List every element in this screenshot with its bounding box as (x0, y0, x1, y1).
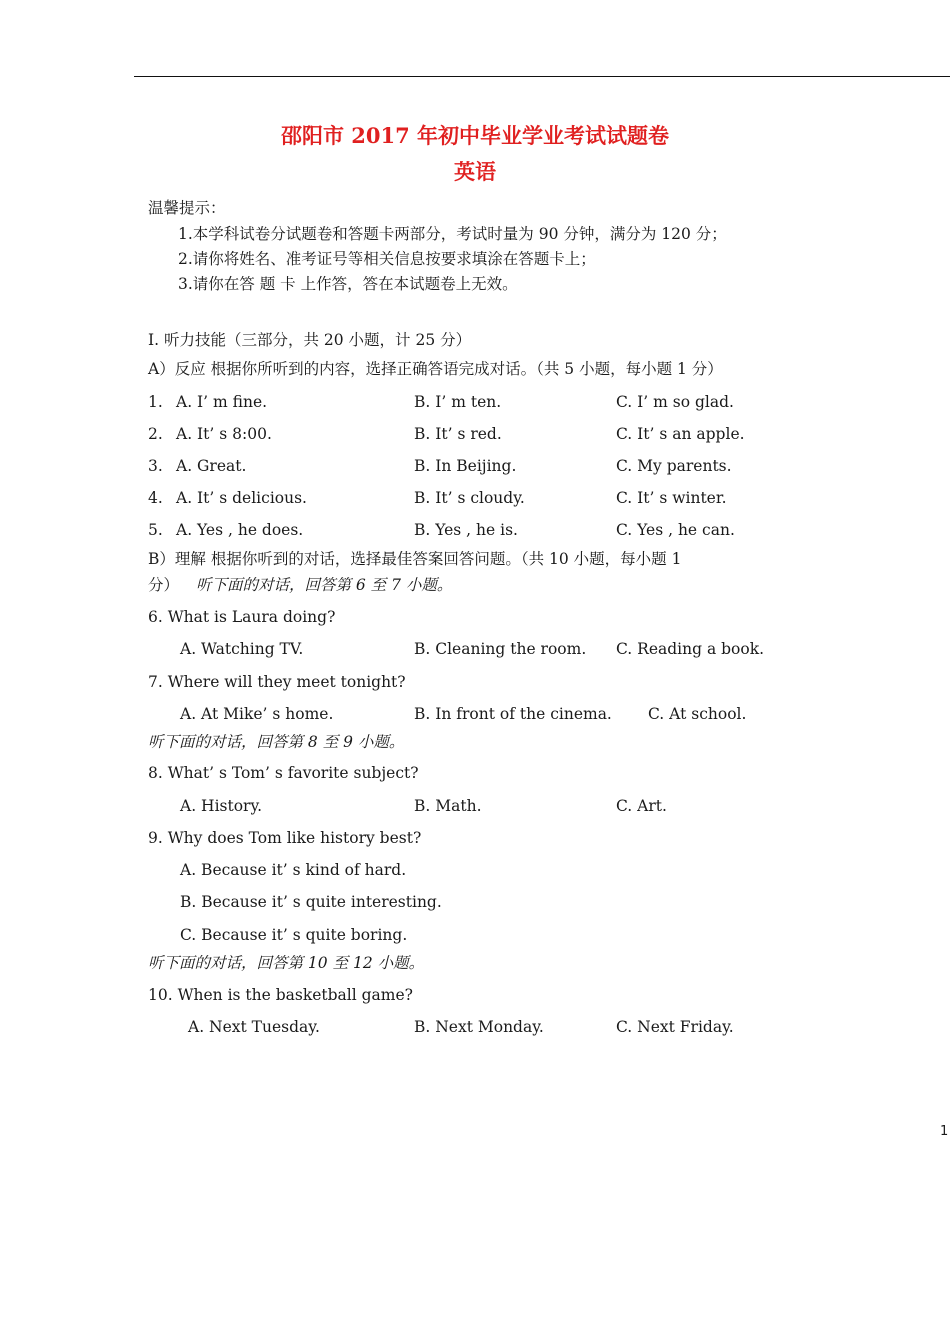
question-stem: 10. When is the basketball game? (148, 986, 413, 1004)
option-b: B. Next Monday. (414, 1018, 544, 1036)
option-c: C. At school. (648, 705, 747, 723)
option-c: C. Because it’ s quite boring. (180, 926, 408, 944)
option-a: A. Great. (176, 457, 247, 475)
option-b: B. Math. (414, 797, 482, 815)
question-number: 2. (148, 425, 163, 443)
header-rule (134, 76, 950, 77)
option-b: B. Because it’ s quite interesting. (180, 893, 442, 911)
notice-item: 1.本学科试卷分试题卷和答题卡两部分，考试时量为 90 分钟，满分为 120 分； (178, 225, 727, 243)
part-b-title-cont (148, 575, 452, 595)
option-a: A. I’ m fine. (176, 393, 268, 411)
option-a: A. It’ s delicious. (176, 489, 307, 507)
option-b: B. It’ s cloudy. (414, 489, 525, 507)
option-b: B. I’ m ten. (414, 393, 502, 411)
notice-item: 2.请你将姓名、准考证号等相关信息按要求填涂在答题卡上； (178, 250, 596, 268)
option-c: C. I’ m so glad. (616, 393, 734, 411)
option-a: A. It’ s 8:00. (176, 425, 272, 443)
option-a: A. At Mike’ s home. (180, 705, 334, 723)
listening-instruction: 听下面的对话，回答第 6 至 7 小题。 (195, 576, 453, 594)
option-c: C. Art. (616, 797, 667, 815)
option-c: C. It’ s winter. (616, 489, 727, 507)
page-number: 1 (940, 1124, 949, 1139)
question-stem: 9. Why does Tom like history best? (148, 829, 422, 847)
option-c: C. Yes , he can. (616, 521, 735, 539)
part-b-title: B）理解 根据你听到的对话，选择最佳答案回答问题。（共 10 小题，每小题 1 (148, 550, 682, 568)
question-number: 1. (148, 393, 163, 411)
section-title: Ⅰ. 听力技能（三部分，共 20 小题，计 25 分） (148, 331, 472, 349)
listening-instruction: 听下面的对话，回答第 10 至 12 小题。 (148, 954, 425, 972)
part-b-score: 分） (148, 576, 180, 594)
notice-item: 3.请你在答 题 卡 上作答，答在本试题卷上无效。 (178, 275, 518, 293)
option-c: C. It’ s an apple. (616, 425, 745, 443)
option-a: A. Watching TV. (180, 640, 304, 658)
option-b: B. In front of the cinema. (414, 705, 612, 723)
option-c: C. My parents. (616, 457, 732, 475)
option-a: A. Yes , he does. (176, 521, 304, 539)
exam-title: 邵阳市 2017 年初中毕业学业考试试题卷 (280, 123, 670, 148)
notice-heading: 温馨提示： (148, 199, 226, 217)
option-a: A. Next Tuesday. (188, 1018, 320, 1036)
option-b: B. Cleaning the room. (414, 640, 587, 658)
question-number: 4. (148, 489, 163, 507)
listening-instruction: 听下面的对话，回答第 8 至 9 小题。 (148, 733, 405, 751)
question-stem: 6. What is Laura doing? (148, 608, 336, 626)
option-a: A. Because it’ s kind of hard. (180, 861, 407, 879)
option-c: C. Next Friday. (616, 1018, 734, 1036)
question-number: 5. (148, 521, 163, 539)
option-a: A. History. (180, 797, 263, 815)
exam-subject: 英语 (454, 159, 496, 184)
option-c: C. Reading a book. (616, 640, 765, 658)
part-a-title: A）反应 根据你所听到的内容，选择正确答语完成对话。（共 5 小题，每小题 1 分） (148, 360, 723, 378)
option-b: B. In Beijing. (414, 457, 517, 475)
question-number: 3. (148, 457, 163, 475)
question-stem: 8. What’ s Tom’ s favorite subject? (148, 764, 419, 782)
option-b: B. Yes , he is. (414, 521, 518, 539)
question-stem: 7. Where will they meet tonight? (148, 673, 406, 691)
option-b: B. It’ s red. (414, 425, 502, 443)
